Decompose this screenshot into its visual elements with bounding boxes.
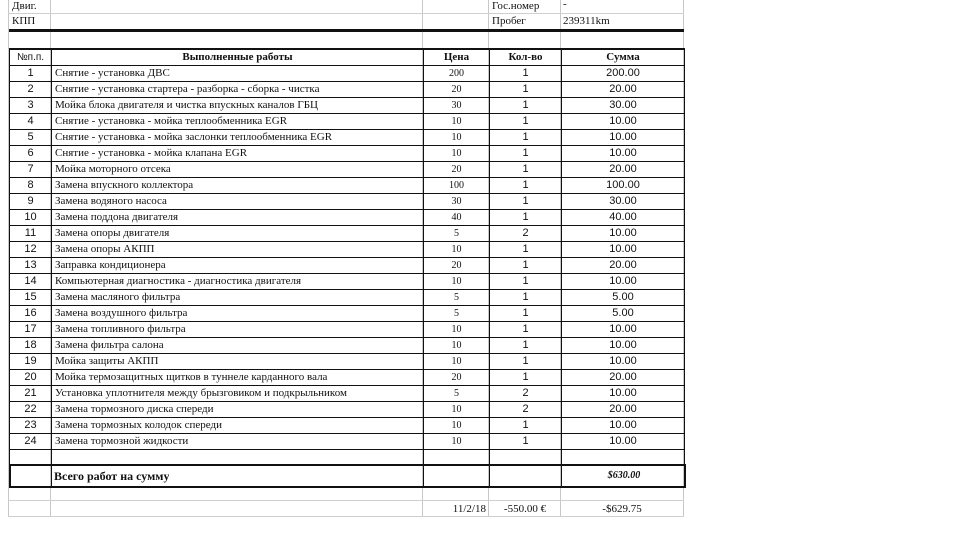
row-number: 16 (10, 306, 52, 322)
row-number: 17 (10, 322, 52, 338)
row-number: 22 (10, 402, 52, 418)
table-row (10, 98, 685, 114)
quantity-cell: 1 (490, 354, 562, 370)
column-header: Цена (424, 49, 490, 66)
quantity-cell: 1 (490, 66, 562, 82)
quantity-cell: 1 (490, 82, 562, 98)
empty-cell (424, 450, 490, 465)
table-row (10, 434, 685, 450)
sum-cell: 20.00 (562, 82, 685, 98)
empty-cell (490, 450, 562, 465)
row-number: 19 (10, 354, 52, 370)
table-row (10, 402, 685, 418)
quantity-cell: 1 (490, 130, 562, 146)
table-row (10, 274, 685, 290)
work-description: Заправка кондиционера (52, 258, 424, 274)
row-number: 10 (10, 210, 52, 226)
work-description: Установка уплотнителя между брызговиком и подкрыльником (52, 386, 424, 402)
work-description: Замена тормозной жидкости (52, 434, 424, 450)
quantity-cell: 1 (490, 242, 562, 258)
quantity-cell: 1 (490, 194, 562, 210)
row-number: 4 (10, 114, 52, 130)
column-header: Кол-во (490, 49, 562, 66)
sum-cell: 10.00 (562, 114, 685, 130)
empty-cell (562, 450, 685, 465)
work-description: Замена опоры двигателя (52, 226, 424, 242)
works-table (9, 48, 685, 465)
quantity-cell: 1 (490, 274, 562, 290)
quantity-cell: 2 (490, 386, 562, 402)
sum-cell: 30.00 (562, 98, 685, 114)
sum-cell: 10.00 (562, 274, 685, 290)
sum-cell: 10.00 (562, 226, 685, 242)
price-cell: 30 (424, 194, 490, 210)
quantity-cell: 1 (490, 258, 562, 274)
price-cell: 5 (424, 226, 490, 242)
quantity-cell: 2 (490, 226, 562, 242)
work-description: Замена опоры АКПП (52, 242, 424, 258)
price-cell: 10 (424, 418, 490, 434)
quantity-cell: 2 (490, 402, 562, 418)
work-description: Замена воздушного фильтра (52, 306, 424, 322)
work-description: Замена фильтра салона (52, 338, 424, 354)
blank-row (10, 450, 685, 465)
total-row (9, 464, 686, 488)
quantity-cell: 1 (490, 338, 562, 354)
row-number: 8 (10, 178, 52, 194)
table-row (10, 306, 685, 322)
cell-divider (423, 466, 424, 486)
table-row (10, 162, 685, 178)
sum-cell: 100.00 (562, 178, 685, 194)
table-row (10, 194, 685, 210)
row-number: 21 (10, 386, 52, 402)
price-cell: 40 (424, 210, 490, 226)
price-cell: 20 (424, 82, 490, 98)
table-row (10, 210, 685, 226)
column-header: Выполненные работы (52, 49, 424, 66)
quantity-cell: 1 (490, 98, 562, 114)
price-cell: 10 (424, 354, 490, 370)
row-number: 15 (10, 290, 52, 306)
price-cell: 10 (424, 338, 490, 354)
table-row (10, 354, 685, 370)
sum-cell: 5.00 (562, 306, 685, 322)
work-description: Снятие - установка - мойка клапана EGR (52, 146, 424, 162)
sum-cell: 10.00 (562, 338, 685, 354)
sum-cell: 10.00 (562, 130, 685, 146)
work-description: Замена масляного фильтра (52, 290, 424, 306)
engine-label: Двиг. (12, 0, 37, 12)
sum-cell: 20.00 (562, 258, 685, 274)
work-description: Снятие - установка стартера - разборка - сборка - чистка (52, 82, 424, 98)
plate-label: Гос.номер (492, 0, 540, 12)
cell-divider (489, 466, 490, 486)
sum-cell: 10.00 (562, 146, 685, 162)
work-description: Замена водяного насоса (52, 194, 424, 210)
row-number: 11 (10, 226, 52, 242)
price-cell: 5 (424, 306, 490, 322)
row-number: 1 (10, 66, 52, 82)
sum-cell: 20.00 (562, 402, 685, 418)
payment-date: 11/2/18 (452, 503, 486, 515)
work-description: Замена поддона двигателя (52, 210, 424, 226)
work-description: Снятие - установка - мойка теплообменника EGR (52, 114, 424, 130)
price-cell: 10 (424, 402, 490, 418)
row-number: 3 (10, 98, 52, 114)
sum-cell: 20.00 (562, 370, 685, 386)
sum-cell: 40.00 (562, 210, 685, 226)
quantity-cell: 1 (490, 146, 562, 162)
work-description: Замена тормозных колодок спереди (52, 418, 424, 434)
price-cell: 20 (424, 370, 490, 386)
payment-usd: -$629.75 (602, 503, 642, 515)
price-cell: 5 (424, 290, 490, 306)
sum-cell: 10.00 (562, 354, 685, 370)
row-number: 24 (10, 434, 52, 450)
total-label: Всего работ на сумму (54, 469, 170, 483)
sum-cell: 30.00 (562, 194, 685, 210)
table-row (10, 418, 685, 434)
table-row (10, 114, 685, 130)
row-number: 5 (10, 130, 52, 146)
row-number: 18 (10, 338, 52, 354)
work-description: Мойка термозащитных щитков в туннеле карданного вала (52, 370, 424, 386)
row-number: 2 (10, 82, 52, 98)
work-description: Снятие - установка ДВС (52, 66, 424, 82)
table-row (10, 82, 685, 98)
section-divider (9, 29, 684, 32)
sum-cell: 20.00 (562, 162, 685, 178)
price-cell: 30 (424, 98, 490, 114)
sum-cell: 10.00 (562, 418, 685, 434)
table-row (10, 242, 685, 258)
work-description: Замена впускного коллектора (52, 178, 424, 194)
total-value: $630.00 (607, 470, 641, 481)
price-cell: 10 (424, 114, 490, 130)
price-cell: 10 (424, 274, 490, 290)
row-number: 6 (10, 146, 52, 162)
price-cell: 5 (424, 386, 490, 402)
price-cell: 100 (424, 178, 490, 194)
gearbox-label: КПП (12, 15, 36, 27)
price-cell: 10 (424, 434, 490, 450)
work-description: Замена тормозного диска спереди (52, 402, 424, 418)
sum-cell: 10.00 (562, 434, 685, 450)
quantity-cell: 1 (490, 306, 562, 322)
quantity-cell: 1 (490, 370, 562, 386)
table-row (10, 338, 685, 354)
row-number: 9 (10, 194, 52, 210)
table-row (10, 130, 685, 146)
price-cell: 10 (424, 146, 490, 162)
table-row (10, 178, 685, 194)
price-cell: 10 (424, 130, 490, 146)
table-row (10, 258, 685, 274)
work-description: Снятие - установка - мойка заслонки теплообменника EGR (52, 130, 424, 146)
quantity-cell: 1 (490, 434, 562, 450)
work-description: Компьютерная диагностика - диагностика двигателя (52, 274, 424, 290)
quantity-cell: 1 (490, 418, 562, 434)
table-row (10, 146, 685, 162)
sum-cell: 10.00 (562, 386, 685, 402)
empty-cell (52, 450, 424, 465)
quantity-cell: 1 (490, 210, 562, 226)
plate-value: - (563, 0, 567, 10)
quantity-cell: 1 (490, 162, 562, 178)
mileage-label: Пробег (492, 15, 526, 27)
price-cell: 20 (424, 162, 490, 178)
row-number: 14 (10, 274, 52, 290)
column-header: №п.п. (10, 49, 52, 66)
mileage-value: 239311km (563, 15, 610, 27)
table-row (10, 226, 685, 242)
table-header-row (10, 49, 685, 66)
table-row (10, 370, 685, 386)
row-number: 12 (10, 242, 52, 258)
row-number: 13 (10, 258, 52, 274)
payment-eur: -550.00 € (503, 503, 547, 515)
row-number: 7 (10, 162, 52, 178)
work-description: Мойка моторного отсека (52, 162, 424, 178)
price-cell: 10 (424, 322, 490, 338)
table-row (10, 386, 685, 402)
sum-cell: 5.00 (562, 290, 685, 306)
quantity-cell: 1 (490, 290, 562, 306)
row-number: 23 (10, 418, 52, 434)
price-cell: 20 (424, 258, 490, 274)
column-header: Сумма (562, 49, 685, 66)
work-description: Замена топливного фильтра (52, 322, 424, 338)
sum-cell: 200.00 (562, 66, 685, 82)
cell-divider (51, 466, 52, 486)
price-cell: 10 (424, 242, 490, 258)
sum-cell: 10.00 (562, 322, 685, 338)
table-row (10, 66, 685, 82)
table-row (10, 322, 685, 338)
sum-cell: 10.00 (562, 242, 685, 258)
quantity-cell: 1 (490, 114, 562, 130)
quantity-cell: 1 (490, 322, 562, 338)
table-row (10, 290, 685, 306)
empty-cell (10, 450, 52, 465)
price-cell: 200 (424, 66, 490, 82)
row-number: 20 (10, 370, 52, 386)
cell-divider (561, 466, 562, 486)
quantity-cell: 1 (490, 178, 562, 194)
work-description: Мойка блока двигателя и чистка впускных каналов ГБЦ (52, 98, 424, 114)
work-description: Мойка защиты АКПП (52, 354, 424, 370)
